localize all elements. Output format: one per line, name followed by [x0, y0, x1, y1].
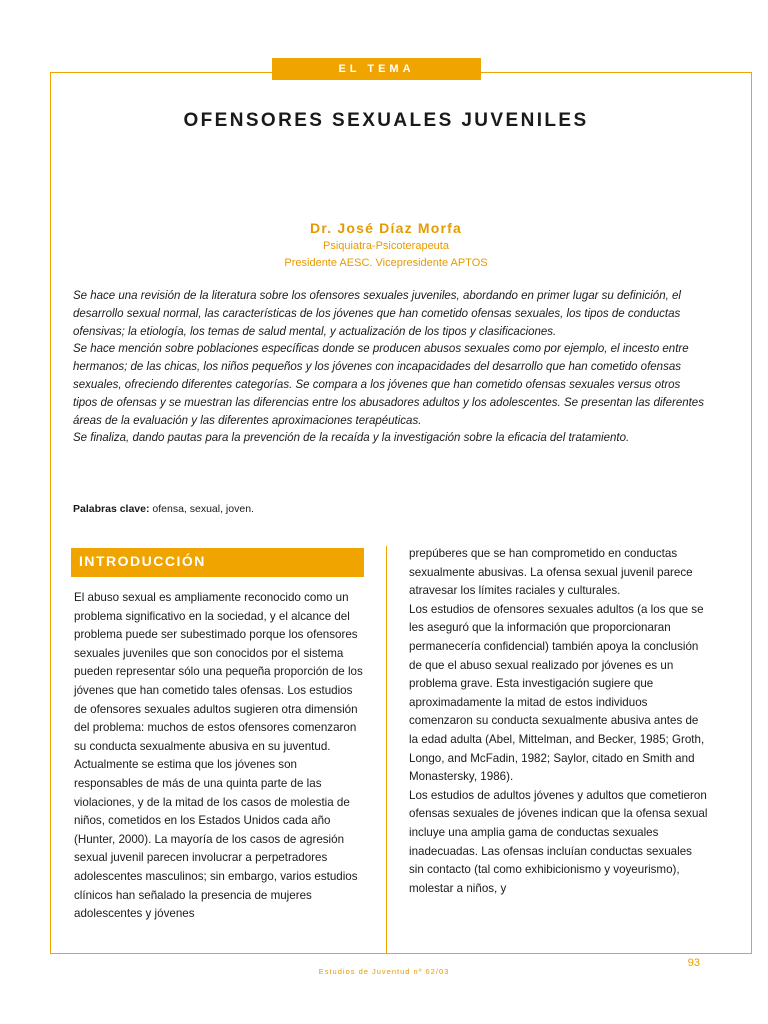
author-position: Presidente AESC. Vicepresidente APTOS — [284, 257, 488, 269]
body-paragraph: Los estudios de adultos jóvenes y adultos que cometieron ofensas sexuales de jóvenes indican que la ofensa sexual incluye una amplia gama de conductas sexuales inadecuadas. Las ofensas incluían conductas sexuales sin contacto (tal como exhibicionismo y voyeurismo), molestar a niños, y — [409, 788, 708, 895]
article-title: OFENSORES SEXUALES JUVENILES — [183, 110, 589, 131]
column-divider — [386, 546, 387, 954]
page-number: 93 — [687, 957, 700, 969]
section-label: EL TEMA — [272, 58, 481, 80]
abstract-paragraph: Se hace mención sobre poblaciones específicas donde se producen abusos sexuales como por ejemplo, el incesto entre hermanos; de las chicas, los niños pequeños y los jóvenes con incapacidades del desarrollo que han cometido ofensas sexuales, ofreciendo diferentes categorías. Se compara a los jóvenes que han cometido ofensas sexuales versus otros tipos de ofensas y se muestran las diferencias entre los abusadores adultos y los adolescentes. Se presentan las diferentes áreas de la evaluación y las diferentes aproximaciones terapéuticas. — [73, 343, 704, 427]
body-paragraph: Los estudios de ofensores sexuales adultos (a los que se les aseguró que la información que proporcionaran permanecería confidencial) también apoya la conclusión de que el abuso sexual realizado por jóvenes es un problema grave. Esta investigación sugiere que aproximadamente la mitad de estos individuos comenzaron su conducta sexualmente abusiva antes de la edad adulta (Abel, Mittelman, and Becker, 1985; Groth, Longo, and McFadin, 1982; Saylor, citado en Smith and Monastersky, 1986). — [409, 602, 705, 784]
author-role: Psiquiatra-Psicoterapeuta — [323, 240, 449, 252]
abstract-paragraph: Se hace una revisión de la literatura sobre los ofensores sexuales juveniles, abordando en primer lugar su definición, el desarrollo sexual normal, las características de los jóvenes que han cometido ofensas sexuales, los tipos de conductas ofensivas; la etiología, los temas de salud mental, y actualización de los tipos y clasificaciones. — [73, 290, 681, 338]
journal-footer: Estudios de Juventud nº 62/03 — [318, 967, 450, 976]
section-heading-introduccion: INTRODUCCIÓN — [71, 548, 364, 577]
body-column-left — [74, 589, 364, 924]
body-paragraph: El abuso sexual es ampliamente reconocido como un problema significativo en la sociedad, y el alcance del problema puede ser subestimado porque los ofensores sexuales juveniles que son conocidos por el sistema pueden representar sólo una pequeña proporción de los jóvenes que han cometido tales ofensas. Los estudios de ofensores sexuales adultos sugieren otra dimensión del problema: muchos de estos ofensores comenzaron su conducta sexualmente abusiva en su juventud. Actualmente se estima que los jóvenes son responsables de más de una quinta parte de las violaciones, y de la mitad de los casos de molestia de niños, cometidos en los Estados Unidos cada año (Hunter, 2000). La mayoría de los casos de agresión sexual juvenil parecen involucrar a perpetradores adolescentes masculinos; sin embargo, varios estudios clínicos han señalado la presencia de mujeres adolescentes y jóvenes — [74, 591, 363, 921]
keywords — [73, 503, 705, 515]
keywords-label: Palabras clave: — [73, 503, 150, 515]
body-column-right — [409, 545, 709, 898]
abstract-paragraph: Se finaliza, dando pautas para la prevención de la recaída y la investigación sobre la eficacia del tratamiento. — [73, 432, 630, 445]
abstract — [73, 288, 705, 448]
author-name: Dr. José Díaz Morfa — [310, 220, 462, 236]
keywords-value: ofensa, sexual, joven. — [149, 503, 254, 515]
body-paragraph: prepúberes que se han comprometido en conductas sexualmente abusivas. La ofensa sexual juvenil parece atravesar los límites raciales y culturales. — [409, 547, 693, 598]
